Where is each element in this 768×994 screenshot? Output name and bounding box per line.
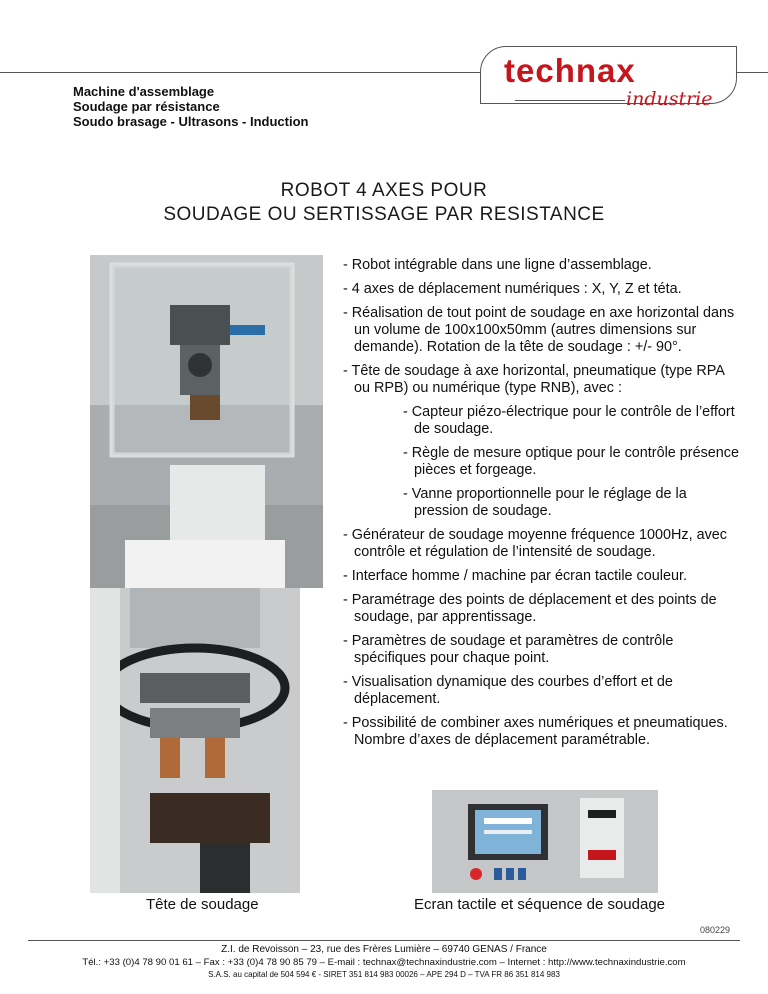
robot-cabinet-illustration <box>90 255 323 588</box>
feature-item: - Réalisation de tout point de soudage en axe horizontal dans un volume de 100x100x50mm (autres dimensions sur demande). Rotation de la tête de soudage : +/- 90°. <box>343 305 735 355</box>
tagline-line-2: Soudage par résistance <box>73 99 220 114</box>
feature-item: - Robot intégrable dans une ligne d’assemblage. <box>343 257 652 273</box>
tagline-line-1: Machine d'assemblage <box>73 84 215 99</box>
feature-item: - Paramètres de soudage et paramètres de contrôle spécifiques pour chaque point. <box>343 633 674 666</box>
tagline-line-3: Soudo brasage - Ultrasons - Induction <box>73 114 309 129</box>
document-code: 080229 <box>700 925 731 935</box>
footer-contact: Tél.: +33 (0)4 78 90 01 61 – Fax : +33 (0)4 78 90 85 79 – E-mail : technax@technaxindustrie.com – Internet : http://www.technaxindustrie.com <box>82 957 686 968</box>
touchscreen-illustration <box>432 790 658 893</box>
feature-item: - Visualisation dynamique des courbes d’effort et de déplacement. <box>343 674 673 707</box>
feature-item: - Tête de soudage à axe horizontal, pneumatique (type RPA ou RPB) ou numérique (type RNB), avec : <box>343 363 725 396</box>
page-title-line-1: ROBOT 4 AXES POUR <box>280 180 488 201</box>
footer-rule <box>28 940 740 941</box>
feature-subitem: - Règle de mesure optique pour le contrôle présence pièces et forgeage. <box>403 445 739 478</box>
footer-address: Z.I. de Revoisson – 23, rue des Frères Lumière – 69740 GENAS / France <box>221 944 547 955</box>
footer-legal: S.A.S. au capital de 504 594 € - SIRET 351 814 983 00026 – APE 294 D – TVA FR 86 351 814 983 <box>208 970 560 979</box>
welding-head-photo <box>90 588 300 893</box>
touchscreen-photo <box>432 790 658 893</box>
feature-item: - 4 axes de déplacement numériques : X, Y, Z et téta. <box>343 281 682 297</box>
logo-underline <box>515 100 625 101</box>
feature-subitem: - Capteur piézo-électrique pour le contrôle de l’effort de soudage. <box>403 404 735 437</box>
robot-cabinet-photo <box>90 255 323 588</box>
brand-sub: industrie <box>626 88 713 110</box>
caption-touchscreen: Ecran tactile et séquence de soudage <box>414 896 666 913</box>
feature-list <box>343 257 743 756</box>
caption-welding-head: Tête de soudage <box>146 896 259 913</box>
feature-item: - Possibilité de combiner axes numériques et pneumatiques. Nombre d’axes de déplacement paramétrable. <box>343 715 728 748</box>
feature-item: - Générateur de soudage moyenne fréquence 1000Hz, avec contrôle et régulation de l’intensité de soudage. <box>343 527 728 560</box>
brand-name: technax <box>504 52 636 89</box>
feature-item: - Interface homme / machine par écran tactile couleur. <box>343 568 687 584</box>
feature-subitem: - Vanne proportionnelle pour le réglage de la pression de soudage. <box>403 486 687 519</box>
page-title-line-2: SOUDAGE OU SERTISSAGE PAR RESISTANCE <box>163 204 605 225</box>
welding-head-illustration <box>90 588 300 893</box>
feature-item: - Paramétrage des points de déplacement et des points de soudage, par apprentissage. <box>343 592 717 625</box>
